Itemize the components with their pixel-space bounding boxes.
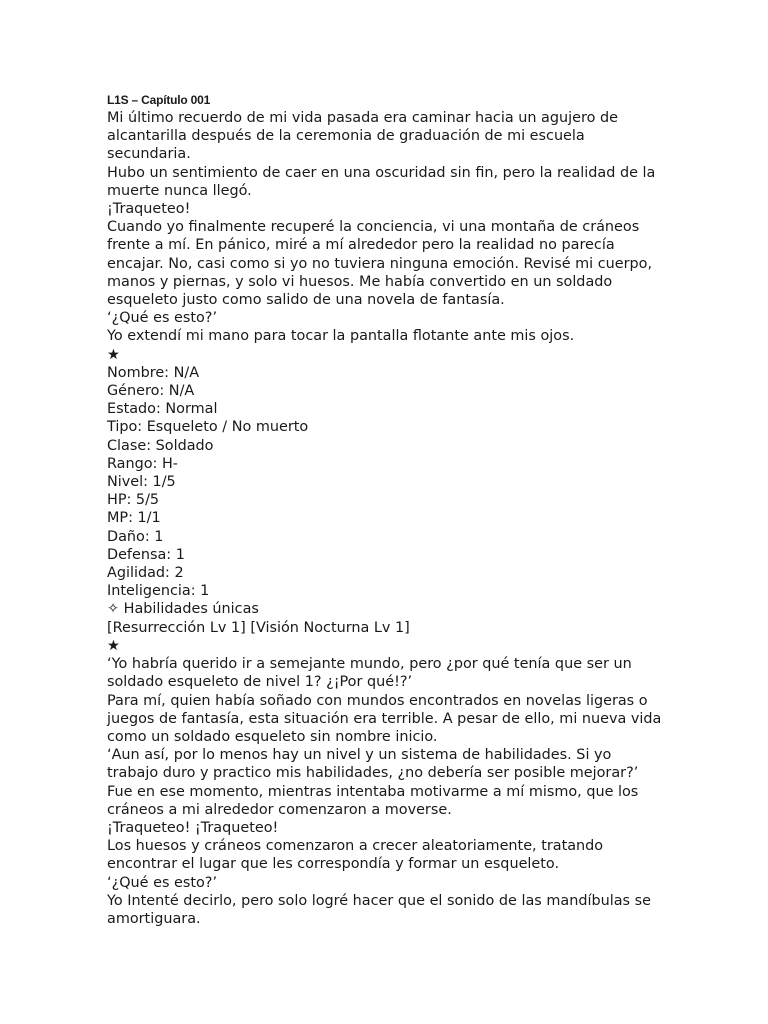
paragraph: Fue en ese momento, mientras intentaba motivarme a mí mismo, que los cráneos a mi alrededor comenzaron a moverse. xyxy=(107,783,639,818)
skills-list: [Resurrección Lv 1] [Visión Nocturna Lv 1] xyxy=(107,619,410,636)
paragraph: ¡Traqueteo! ¡Traqueteo! xyxy=(107,819,279,836)
stat-line: Género: N/A xyxy=(107,383,195,400)
stat-line: Defensa: 1 xyxy=(107,546,185,563)
stat-line: Tipo: Esqueleto / No muerto xyxy=(107,419,309,436)
paragraph: Para mí, quien había soñado con mundos encontrados en novelas ligeras o juegos de fantasía, esta situación era terrible. A pesar de ello, mi nueva vida como un soldado esqueleto sin nombre inicio. xyxy=(107,692,662,745)
skills-heading: ✧ Habilidades únicas xyxy=(107,601,259,618)
stat-line: Rango: H- xyxy=(107,455,178,472)
paragraph: Yo extendí mi mano para tocar la pantalla flotante ante mis ojos. xyxy=(107,328,575,345)
stat-line: Nivel: 1/5 xyxy=(107,474,176,491)
paragraph: ‘Aun así, por lo menos hay un nivel y un sistema de habilidades. Si yo trabajo duro y practico mis habilidades, ¿no debería ser posible mejorar?’ xyxy=(107,747,639,782)
chapter-title: L1S – Capítulo 001 xyxy=(107,93,211,107)
document-page xyxy=(107,93,667,928)
stat-line: Inteligencia: 1 xyxy=(107,583,210,600)
paragraph: ‘Yo habría querido ir a semejante mundo, pero ¿por qué tenía que ser un soldado esqueleto de nivel 1? ¿¡Por qué!?’ xyxy=(107,656,632,691)
paragraph: Mi último recuerdo de mi vida pasada era caminar hacia un agujero de alcantarilla después de la ceremonia de graduación de mi escuela secundaria. xyxy=(107,110,618,163)
stat-line: Estado: Normal xyxy=(107,401,218,418)
paragraph: Hubo un sentimiento de caer en una oscuridad sin fin, pero la realidad de la muerte nunca llegó. xyxy=(107,164,656,199)
paragraph: ‘¿Qué es esto?’ xyxy=(107,874,218,891)
stat-line: Nombre: N/A xyxy=(107,364,200,381)
paragraph: ‘¿Qué es esto?’ xyxy=(107,310,218,327)
stat-line: Clase: Soldado xyxy=(107,437,214,454)
paragraph: Yo Intenté decirlo, pero solo logré hacer que el sonido de las mandíbulas se amortiguara. xyxy=(107,892,651,927)
stat-line: MP: 1/1 xyxy=(107,510,161,527)
stat-line: HP: 5/5 xyxy=(107,492,160,509)
star-separator: ★ xyxy=(107,637,120,654)
paragraph: ¡Traqueteo! xyxy=(107,201,191,218)
paragraph: Los huesos y cráneos comenzaron a crecer aleatoriamente, tratando encontrar el lugar que les correspondía y formar un esqueleto. xyxy=(107,838,604,873)
stat-line: Daño: 1 xyxy=(107,528,164,545)
paragraph: Cuando yo finalmente recuperé la conciencia, vi una montaña de cráneos frente a mí. En pánico, miré a mí alrededor pero la realidad no parecía encajar. No, casi como si yo no tuviera ninguna emoción. Revisé mi cuerpo, manos y piernas, y solo vi huesos. Me había convertido en un soldado esqueleto justo como salido de una novela de fantasía. xyxy=(107,219,653,309)
stat-line: Agilidad: 2 xyxy=(107,565,184,582)
star-separator: ★ xyxy=(107,346,120,363)
